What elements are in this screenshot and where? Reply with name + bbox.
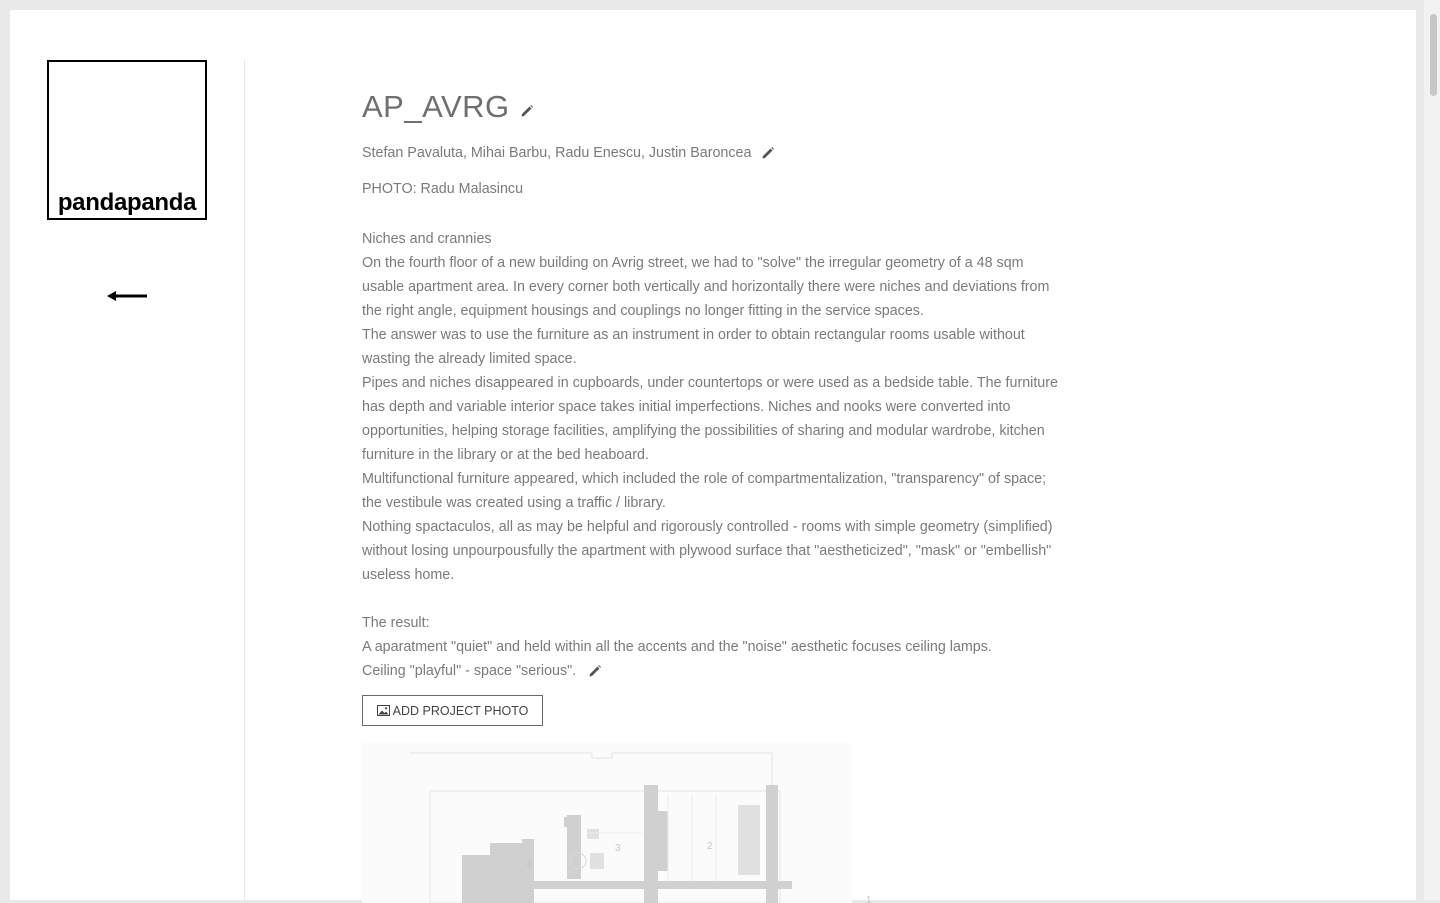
pencil-icon[interactable] — [761, 146, 775, 160]
sidebar — [10, 60, 245, 900]
result-line: A aparatment "quiet" and held within all the accents and the "noise" aesthetic focuses ceiling lamps. — [362, 639, 992, 655]
arrow-left-icon[interactable] — [107, 285, 147, 307]
floorplan-label: 4 — [526, 859, 532, 870]
project-description — [362, 227, 1062, 683]
closing-row — [362, 659, 1062, 683]
description-heading: Niches and crannies — [362, 231, 492, 247]
scrollbar-thumb[interactable] — [1430, 14, 1437, 96]
page — [10, 10, 1416, 903]
description-paragraph: Pipes and niches disappeared in cupboards, under countertops or were used as a bedside table. The furniture has depth and variable interior space takes initial imperfections. Niches and nooks were converted into opportunities, helping storage facilities, amplifying the possibilities of sharing and modular wardrobe, kitchen furniture in the library or at the bed heaboard. — [362, 375, 1058, 463]
photo-credit: PHOTO: Radu Malasincu — [362, 181, 524, 197]
paragraph-gap — [362, 587, 1062, 611]
project-content — [362, 85, 1062, 726]
logo[interactable] — [47, 60, 207, 220]
title-row — [362, 85, 1062, 129]
authors-row — [362, 145, 1062, 161]
description-paragraph: On the fourth floor of a new building on Avrig street, we had to "solve" the irregular geometry of a 48 sqm usable apartment area. In every corner both vertically and horizontally there were niches and deviations from the right angle, equipment housings and couplings no longer fitting in the service spaces. — [362, 255, 1050, 319]
floorplan-label: 1 — [866, 895, 872, 903]
scrollbar[interactable] — [1424, 0, 1440, 900]
description-paragraph: Nothing spactaculos, all as may be helpful and rigorously controlled - rooms with simple geometry (simplified) without losing unpourpousfully the apartment with plywood surface that "aestheticized", "mask" or "embellish" useless home. — [362, 519, 1053, 583]
add-photo-label: ADD PROJECT PHOTO — [392, 703, 529, 718]
add-project-photo-button[interactable] — [362, 695, 543, 726]
floorplan-label: 2 — [707, 841, 713, 852]
logo-text: pandapanda — [57, 189, 197, 216]
project-authors: Stefan Pavaluta, Mihai Barbu, Radu Enescu, Justin Baroncea — [362, 145, 752, 161]
floorplan-image[interactable] — [362, 743, 872, 903]
project-title: AP_AVRG — [362, 89, 510, 124]
description-paragraph: Multifunctional furniture appeared, which included the role of compartmentalization, "transparency" of space; the vestibule was created using a traffic / library. — [362, 471, 1047, 511]
closing-line: Ceiling "playful" - space "serious". — [362, 663, 577, 679]
pencil-icon[interactable] — [588, 664, 602, 678]
description-paragraph: The answer was to use the furniture as an instrument in order to obtain rectangular rooms usable without wasting the already limited space. — [362, 327, 1025, 367]
floorplan-label: 3 — [615, 843, 621, 854]
pencil-icon[interactable] — [520, 104, 534, 118]
image-icon — [377, 705, 390, 716]
result-heading: The result: — [362, 615, 430, 631]
